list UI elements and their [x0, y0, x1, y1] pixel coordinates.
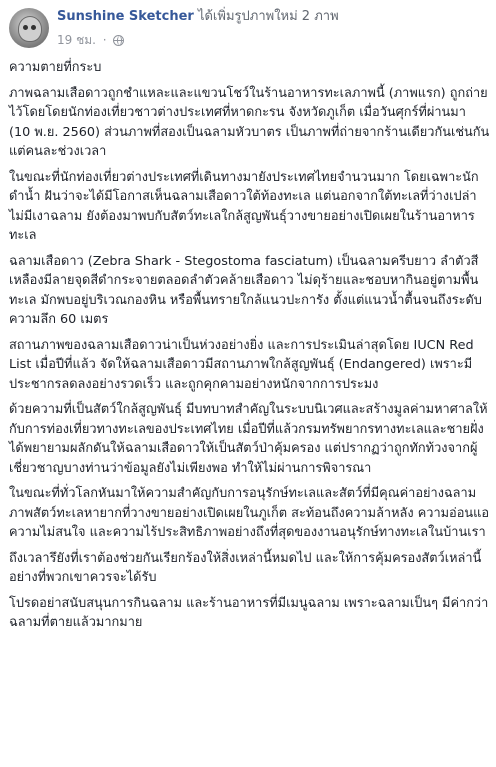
avatar-face [18, 16, 42, 42]
post-paragraph: ในขณะที่ทั่วโลกหันมาให้ความสำคัญกับการอนุรักษ์ทะเลและสัตว์ที่มีคุณค่าอย่างฉลาม ภาพสัตว์ทะเลหายากที่วางขายอย่างเปิดเผยในภูเก็ต สะท้อนถึงความล้าหลัง ความอ่อนแอ ความไม่สนใจ และความไร้ประสิทธิภาพอย่างถึงที่สุดของงานอนุรักษ์ทางทะเลในบ้านเรา [9, 486, 490, 540]
avatar[interactable] [9, 8, 49, 48]
avatar-eye-right [31, 25, 36, 30]
author-name-link[interactable]: Sunshine Sketcher [57, 9, 194, 24]
post-paragraph: โปรดอย่าสนับสนุนการกินฉลาม และร้านอาหารที่มีเมนูฉลาม เพราะฉลามเป็นๆ มีค่ากว่าฉลามที่ตายแล้วมากมาย [9, 595, 489, 630]
post-paragraph: ภาพฉลามเสือดาวถูกชำแหละและแขวนโชว์ในร้านอาหารทะเลภาพนี้ (ภาพแรก) ถูกถ่ายไว้โดยโดยนักท่องเที่ยวชาวต่างประเทศที่หาดกะรน จังหวัดภูเก็ต เมื่อวันศุกร์ที่ผ่านมา (10 พ.ย. 2560) ส่วนภาพที่สองเป็นฉลามหัวบาตร เป็นภาพที่ถ่ายจากร้านเดียวกันเช่นกันแต่คนละช่วงเวลา [9, 85, 490, 159]
post-meta [57, 33, 124, 47]
meta-separator: · [102, 33, 107, 47]
post-header [0, 0, 496, 58]
post-paragraph: สถานภาพของฉลามเสือดาวน่าเป็นห่วงอย่างยิ่ง และการประเมินล่าสุดโดย IUCN Red List เมื่อปีที่แล้ว จัดให้ฉลามเสือดาวมีสถานภาพใกล้สูญพันธุ์ (Endangered) เพราะมีประชากรลดลงอย่างรวดเร็ว และถูกคุกคามอย่างหนักจากการประมง [9, 337, 474, 392]
post-paragraph: ความตายที่กระบ [9, 60, 102, 75]
post-paragraph: ถึงเวลารึยังที่เราต้องช่วยกันเรียกร้องให้สิ่งเหล่านี้หมดไป และให้การคุ้มครองสัตว์เหล่านี้อย่างที่พวกเขาควรจะได้รับ [9, 550, 482, 585]
post-body [9, 58, 491, 639]
post-timestamp[interactable]: 19 ชม. [57, 33, 96, 47]
avatar-eye-left [23, 25, 28, 30]
post-paragraph: ฉลามเสือดาว (Zebra Shark - Stegostoma fasciatum) เป็นฉลามครีบยาว ลำตัวสีเหลืองมีลายจุดสีดำกระจายตลอดลำตัวคล้ายเสือดาว ไม่ดุร้ายและชอบหากินอยู่ตามพื้นทะเล มักพบอยู่บริเวณกองหิน หรือพื้นทรายใกล้แนวปะการัง ตั้งแต่แนวน้ำตื้นจนถึงระดับความลึก 60 เมตร [9, 253, 482, 327]
post-paragraph: ในขณะที่นักท่องเที่ยวต่างประเทศที่เดินทางมายังประเทศไทยจำนวนมาก โดยเฉพาะนักดำน้ำ ฝันว่าจะได้มีโอกาสเห็นฉลามเสือดาวใต้ท้องทะเล แต่นอกจากใต้ทะเลที่ว่างเปล่าไม่มีเงาฉลาม ยังต้องมาพบกับสัตว์ทะเลใกล้สูญพันธุ์วางขายอย่างเปิดเผยในร้านอาหารทะเล [9, 169, 479, 243]
author-line [57, 9, 339, 25]
post-action-text: ได้เพิ่มรูปภาพใหม่ 2 ภาพ [197, 9, 339, 24]
globe-icon[interactable] [113, 35, 124, 46]
post-paragraph: ด้วยความที่เป็นสัตว์ใกล้สูญพันธุ์ มีบทบาทสำคัญในระบบนิเวศและสร้างมูลค่ามหาศาลให้กับการท่องเที่ยวทางทะเลของประเทศไทย เมื่อปีที่แล้วกรมทรัพยากรทางทะเลและชายฝั่งได้พยายามผลักดันให้ฉลามเสือดาวให้เป็นสัตว์ป่าคุ้มครอง แต่ปรากฏว่าถูกทักท้วงจากผู้เชี่ยวชาญบางท่านว่าข้อมูลยังไม่เพียงพอ ทำให้ไม่ผ่านการพิจารณา [9, 402, 488, 476]
